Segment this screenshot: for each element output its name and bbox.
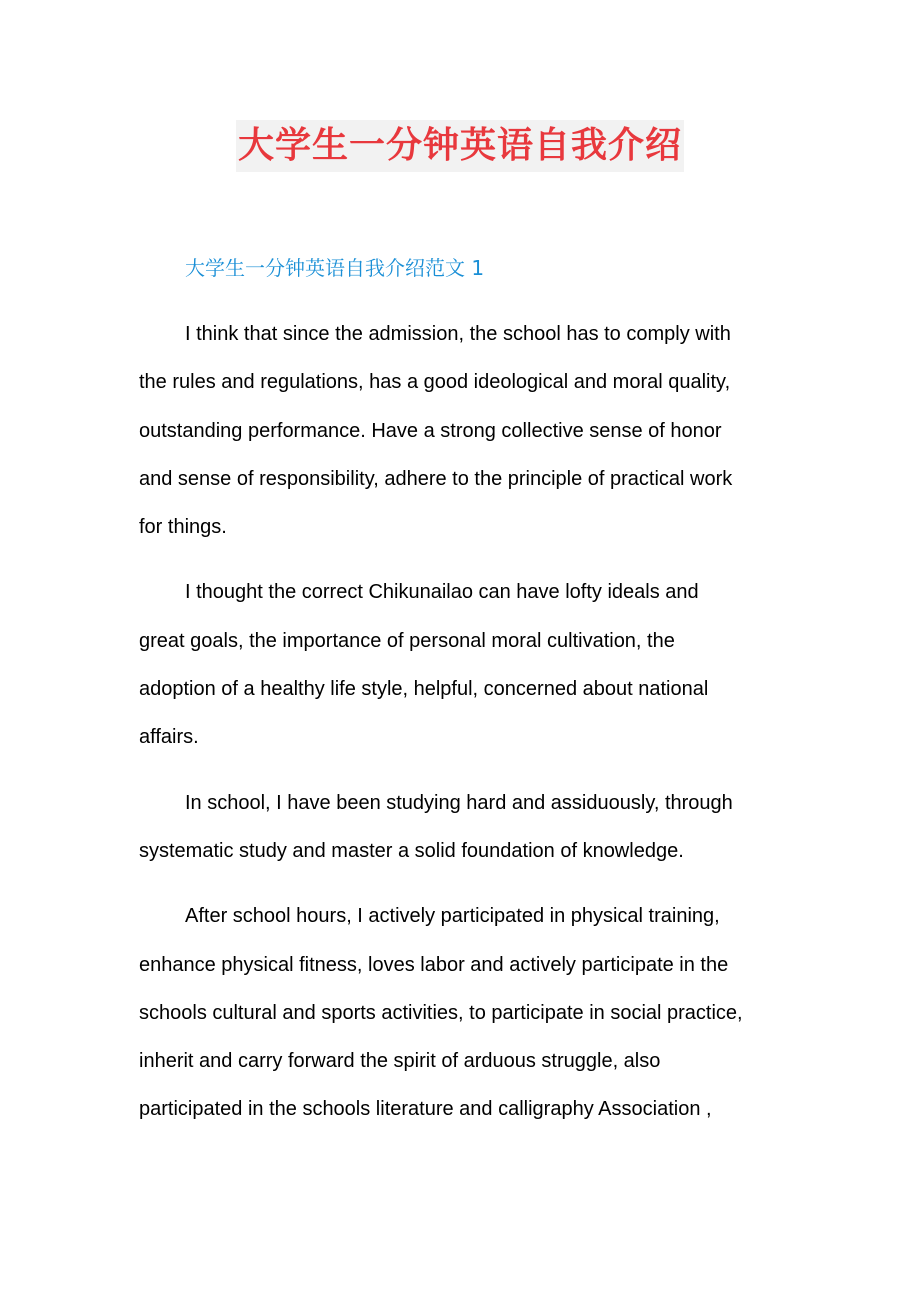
paragraph-line: After school hours, I actively participated in physical training,	[185, 905, 720, 928]
paragraph-line: outstanding performance. Have a strong collective sense of honor	[139, 419, 722, 442]
paragraph-line: schools cultural and sports activities, to participate in social practice,	[139, 1001, 743, 1024]
paragraph-line: participated in the schools literature and calligraphy Association ,	[139, 1098, 712, 1121]
paragraph-line: great goals, the importance of personal moral cultivation, the	[139, 629, 675, 652]
paragraph-line: adoption of a healthy life style, helpful, concerned about national	[139, 678, 709, 701]
paragraph-2	[139, 568, 789, 761]
paragraph-3	[139, 779, 789, 876]
paragraph-line: I thought the correct Chikunailao can have lofty ideals and	[185, 581, 699, 604]
paragraph-line: for things.	[139, 516, 227, 539]
paragraph-line: In school, I have been studying hard and assiduously, through	[185, 791, 733, 814]
paragraph-line: I think that since the admission, the school has to comply with	[185, 323, 731, 345]
paragraph-line: and sense of responsibility, adhere to the principle of practical work	[139, 467, 733, 490]
paragraph-line: affairs.	[139, 726, 199, 749]
section-heading: 大学生一分钟英语自我介绍范文 1	[185, 256, 485, 280]
paragraph-4	[139, 892, 789, 1133]
paragraph-1	[139, 310, 789, 551]
document-title: 大学生一分钟英语自我介绍	[236, 120, 684, 172]
paragraph-line: enhance physical fitness, loves labor and actively participate in the	[139, 953, 729, 976]
paragraph-line: the rules and regulations, has a good ideological and moral quality,	[139, 371, 731, 394]
paragraph-line: inherit and carry forward the spirit of arduous struggle, also	[139, 1050, 661, 1073]
title-container	[0, 120, 920, 172]
document-body	[139, 310, 789, 1151]
paragraph-line: systematic study and master a solid foundation of knowledge.	[139, 839, 684, 862]
